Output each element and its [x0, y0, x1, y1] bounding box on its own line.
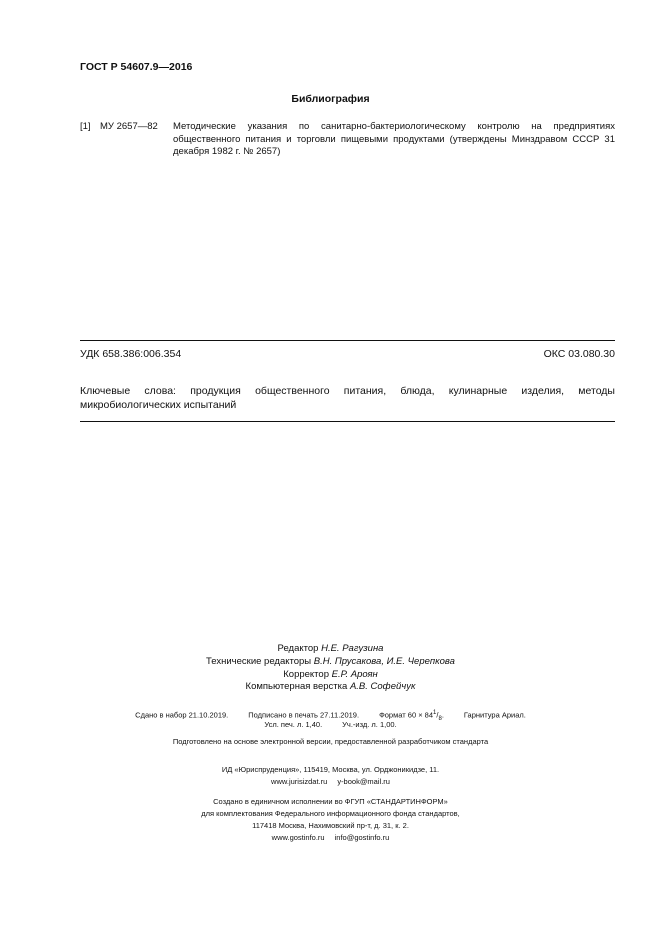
keywords-text: продукция общественного питания, блюда, кулинарные изделия, методы микробиологических испытаний	[80, 385, 615, 411]
publisher-site-link[interactable]: www.jurisizdat.ru	[271, 776, 328, 786]
udc-code: УДК 658.386:006.354	[80, 348, 182, 360]
keywords	[80, 385, 615, 412]
oks-code: ОКС 03.080.30	[543, 348, 615, 360]
document-code: ГОСТ Р 54607.9—2016	[80, 61, 193, 73]
bibliography-entry-code: МУ 2657—82	[100, 121, 158, 132]
imprint-sheets: Усл. печ. л. 1,40. Уч.-изд. л. 1,00.	[264, 720, 397, 729]
credit-corrector: Корректор Е.Р. Ароян	[283, 668, 378, 680]
divider-bottom	[80, 421, 615, 422]
made-in-block: Создано в единичном исполнении во ФГУП «СТАНДАРТИНФОРМ» для комплектования Федерального информационного фонда стандартов,	[201, 797, 460, 818]
bibliography-entry-text: Методические указания по санитарно-бактериологическому контролю на предприятиях общественного питания и торговли пищевыми продуктами (утверждены Минздравом СССР 31 декабря 1982 г. № 2657)	[173, 121, 615, 157]
keywords-label: Ключевые слова:	[80, 385, 176, 397]
credit-layout: Компьютерная верстка А.В. Софейчук	[245, 681, 416, 693]
credit-editor: Редактор Н.Е. Рагузина	[277, 643, 384, 654]
credit-tech-editors: Технические редакторы В.Н. Прусакова, И.Е. Черепкова	[206, 655, 455, 667]
site-link[interactable]: www.gostinfo.ru	[271, 832, 325, 842]
bibliography-entry-number: [1]	[80, 121, 91, 132]
divider-top	[80, 340, 615, 341]
email-link[interactable]: info@gostinfo.ru	[334, 832, 390, 842]
address-block: 117418 Москва, Нахимовский пр-т, д. 31, к. 2. www.gostinfo.ru info@gostinfo.ru	[252, 821, 409, 842]
prepared-note: Подготовлено на основе электронной версии, предоставленной разработчиком стандарта	[172, 737, 489, 746]
credits-block	[0, 643, 661, 694]
publisher-email-link[interactable]: y-book@mail.ru	[337, 776, 390, 786]
publisher-block: ИД «Юриспруденция», 115419, Москва, ул. Орджоникидзе, 11. www.jurisizdat.ru y-book@mail.ru	[221, 765, 440, 786]
bibliography-heading: Библиография	[291, 93, 370, 105]
imprint-print-details: Сдано в набор 21.10.2019. Подписано в печать 27.11.2019. Формат $60 \times 84^1/_8$. Гарнитура Ариал.	[135, 710, 526, 722]
